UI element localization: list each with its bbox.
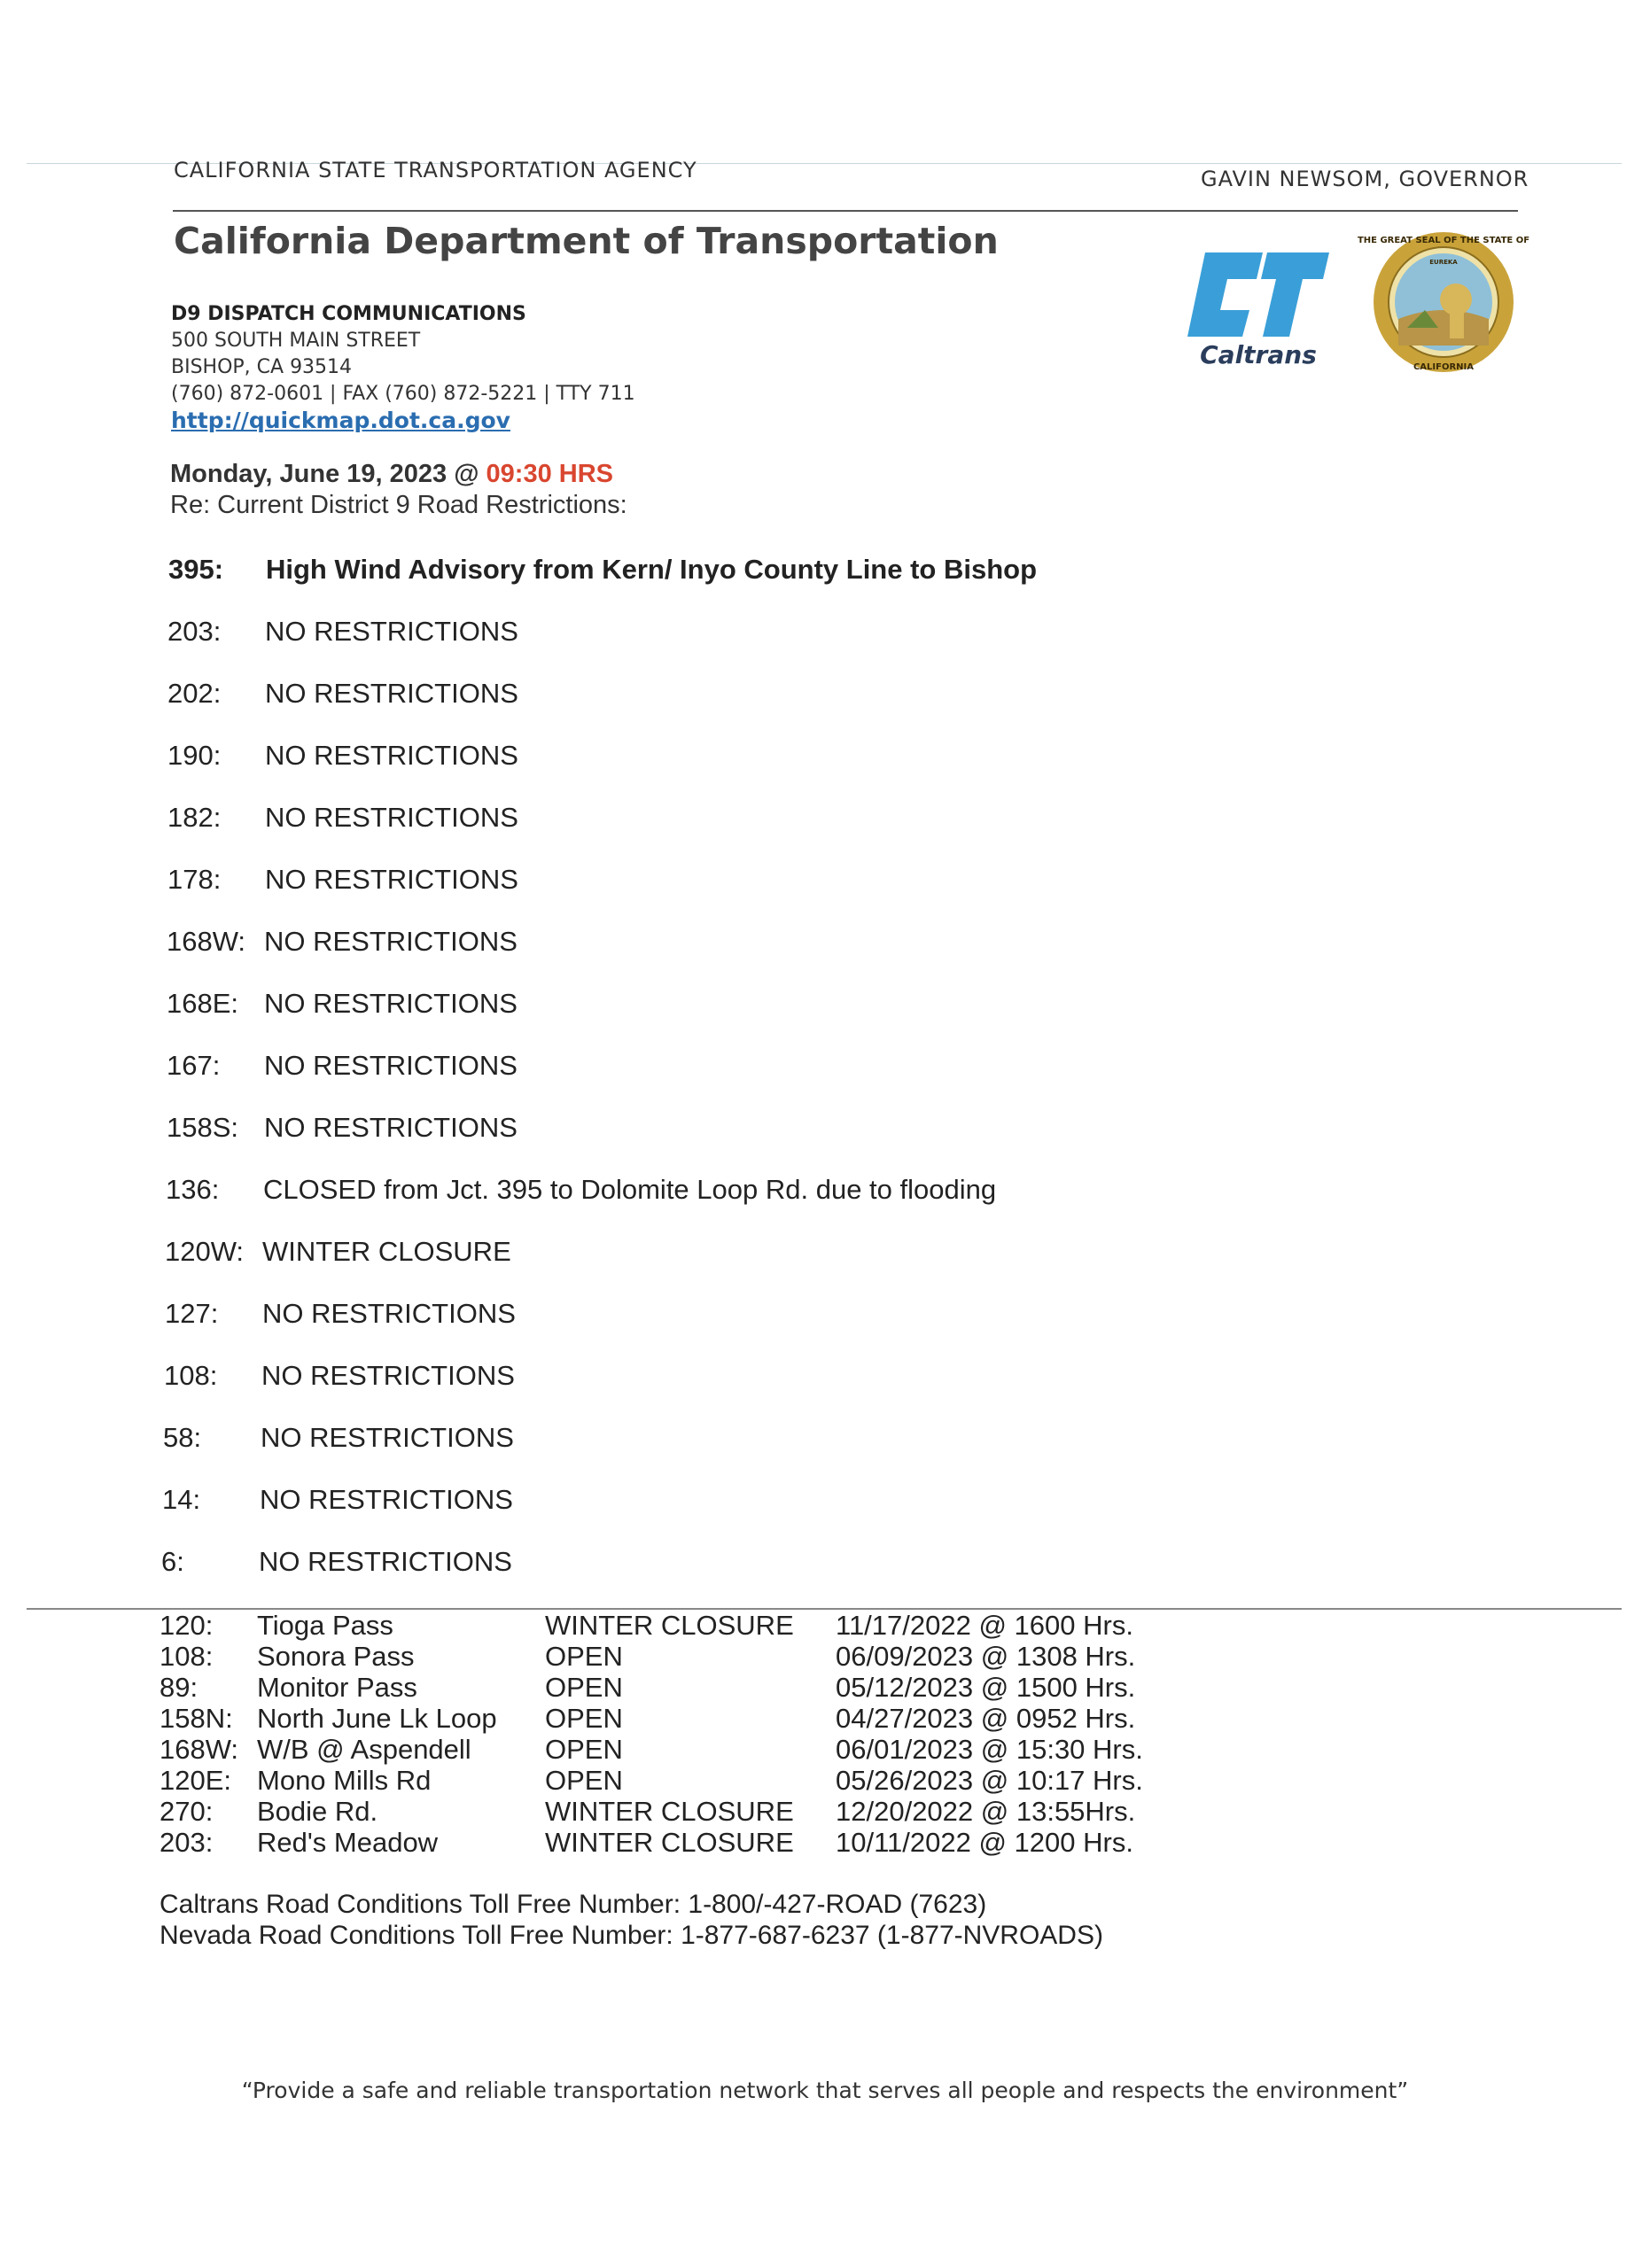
office-phones: (760) 872-0601 | FAX (760) 872-5221 | TTY 711 — [171, 383, 635, 405]
route-number: 158S: — [167, 1112, 239, 1143]
pass-date: 11/17/2022 @ 1600 Hrs. — [836, 1610, 1133, 1641]
governor-name: GAVIN NEWSOM, GOVERNOR — [1201, 167, 1529, 191]
pass-date: 04/27/2023 @ 0952 Hrs. — [836, 1703, 1136, 1734]
pass-route: 203: — [160, 1827, 214, 1858]
pass-route: 168W: — [160, 1734, 239, 1765]
route-status: High Wind Advisory from Kern/ Inyo County Line to Bishop — [266, 554, 1038, 585]
caltrans-hotline: Caltrans Road Conditions Toll Free Number: 1-800/-427-ROAD (7623) — [160, 1890, 987, 1919]
route-number: 168E: — [167, 988, 239, 1019]
route-number: 136: — [166, 1174, 220, 1205]
route-status: NO RESTRICTIONS — [265, 740, 518, 771]
route-number: 167: — [167, 1050, 221, 1081]
pass-status: OPEN — [545, 1765, 623, 1796]
route-status: NO RESTRICTIONS — [259, 1546, 512, 1577]
route-status: NO RESTRICTIONS — [261, 1422, 514, 1453]
route-number: 14: — [162, 1484, 201, 1515]
state-seal — [1357, 230, 1530, 374]
pass-name: Mono Mills Rd — [257, 1765, 432, 1796]
route-number: 395: — [168, 554, 224, 585]
caltrans-logo-text: Caltrans — [1200, 340, 1317, 369]
pass-status: OPEN — [545, 1672, 623, 1703]
department-title: California Department of Transportation — [174, 220, 999, 262]
agency-name: CALIFORNIA STATE TRANSPORTATION AGENCY — [174, 158, 697, 183]
route-status: CLOSED from Jct. 395 to Dolomite Loop Rd. due to flooding — [263, 1174, 997, 1205]
nevada-hotline: Nevada Road Conditions Toll Free Number: 1-877-687-6237 (1-877-NVROADS) — [160, 1921, 1103, 1950]
route-number: 58: — [163, 1422, 202, 1453]
pass-route: 270: — [160, 1796, 214, 1827]
route-number: 178: — [167, 864, 222, 895]
caltrans-logo — [1179, 248, 1338, 372]
pass-name: W/B @ Aspendell — [257, 1734, 471, 1765]
route-status: NO RESTRICTIONS — [265, 616, 518, 647]
route-number: 120W: — [165, 1236, 245, 1267]
pass-status: WINTER CLOSURE — [545, 1827, 794, 1858]
route-number: 182: — [167, 802, 222, 833]
state-seal-icon — [1357, 230, 1530, 374]
pass-status: OPEN — [545, 1734, 623, 1765]
pass-date: 06/01/2023 @ 15:30 Hrs. — [836, 1734, 1143, 1765]
report-date — [170, 460, 613, 489]
office-street: 500 SOUTH MAIN STREET — [171, 330, 421, 352]
pass-status: OPEN — [545, 1703, 623, 1734]
pass-name: Monitor Pass — [257, 1672, 417, 1703]
route-status: WINTER CLOSURE — [262, 1236, 511, 1267]
pass-date: 12/20/2022 @ 13:55Hrs. — [836, 1796, 1136, 1827]
pass-name: Bodie Rd. — [257, 1796, 378, 1827]
report-subject: Re: Current District 9 Road Restrictions: — [170, 491, 627, 519]
route-status: NO RESTRICTIONS — [264, 988, 518, 1019]
route-status: NO RESTRICTIONS — [261, 1360, 515, 1391]
pass-name: Sonora Pass — [257, 1641, 415, 1672]
route-number: 203: — [167, 616, 222, 647]
route-status: NO RESTRICTIONS — [262, 1298, 516, 1329]
report-date-text: Monday, June 19, 2023 @ — [170, 460, 486, 488]
pass-date: 05/26/2023 @ 10:17 Hrs. — [836, 1765, 1143, 1796]
office-city: BISHOP, CA 93514 — [171, 356, 353, 378]
pass-status: OPEN — [545, 1641, 623, 1672]
pass-route: 108: — [160, 1641, 214, 1672]
pass-name: Tioga Pass — [257, 1610, 393, 1641]
route-status: NO RESTRICTIONS — [264, 1112, 518, 1143]
route-number: 108: — [164, 1360, 218, 1391]
route-status: NO RESTRICTIONS — [265, 802, 518, 833]
pass-route: 120E: — [160, 1765, 232, 1796]
office-name: D9 DISPATCH COMMUNICATIONS — [171, 303, 526, 325]
pass-status: WINTER CLOSURE — [545, 1610, 794, 1641]
route-number: 127: — [165, 1298, 219, 1329]
route-number: 190: — [167, 740, 222, 771]
pass-name: North June Lk Loop — [257, 1703, 497, 1734]
pass-route: 120: — [160, 1610, 214, 1641]
pass-name: Red's Meadow — [257, 1827, 439, 1858]
route-number: 202: — [167, 678, 222, 709]
route-status: NO RESTRICTIONS — [264, 926, 518, 957]
seal-bottom-text: CALIFORNIA — [1413, 362, 1475, 372]
pass-date: 05/12/2023 @ 1500 Hrs. — [836, 1672, 1136, 1703]
header-divider — [173, 210, 1518, 212]
route-status: NO RESTRICTIONS — [265, 678, 518, 709]
pass-date: 06/09/2023 @ 1308 Hrs. — [836, 1641, 1136, 1672]
footer-motto: “Provide a safe and reliable transportation network that serves all people and respects the environment” — [241, 2078, 1409, 2103]
seal-top-text: THE GREAT SEAL OF THE STATE OF — [1357, 236, 1530, 245]
caltrans-logo-icon — [1179, 248, 1338, 372]
pass-route: 89: — [160, 1672, 198, 1703]
route-number: 168W: — [167, 926, 246, 957]
route-status: NO RESTRICTIONS — [265, 864, 518, 895]
route-number: 6: — [161, 1546, 184, 1577]
route-status: NO RESTRICTIONS — [264, 1050, 518, 1081]
seal-motto-text: EUREKA — [1429, 259, 1458, 266]
report-time: 09:30 HRS — [486, 460, 614, 488]
pass-status: WINTER CLOSURE — [545, 1796, 794, 1827]
route-status: NO RESTRICTIONS — [260, 1484, 513, 1515]
pass-route: 158N: — [160, 1703, 233, 1734]
pass-date: 10/11/2022 @ 1200 Hrs. — [836, 1827, 1133, 1858]
quickmap-link[interactable]: http://quickmap.dot.ca.gov — [171, 408, 510, 433]
